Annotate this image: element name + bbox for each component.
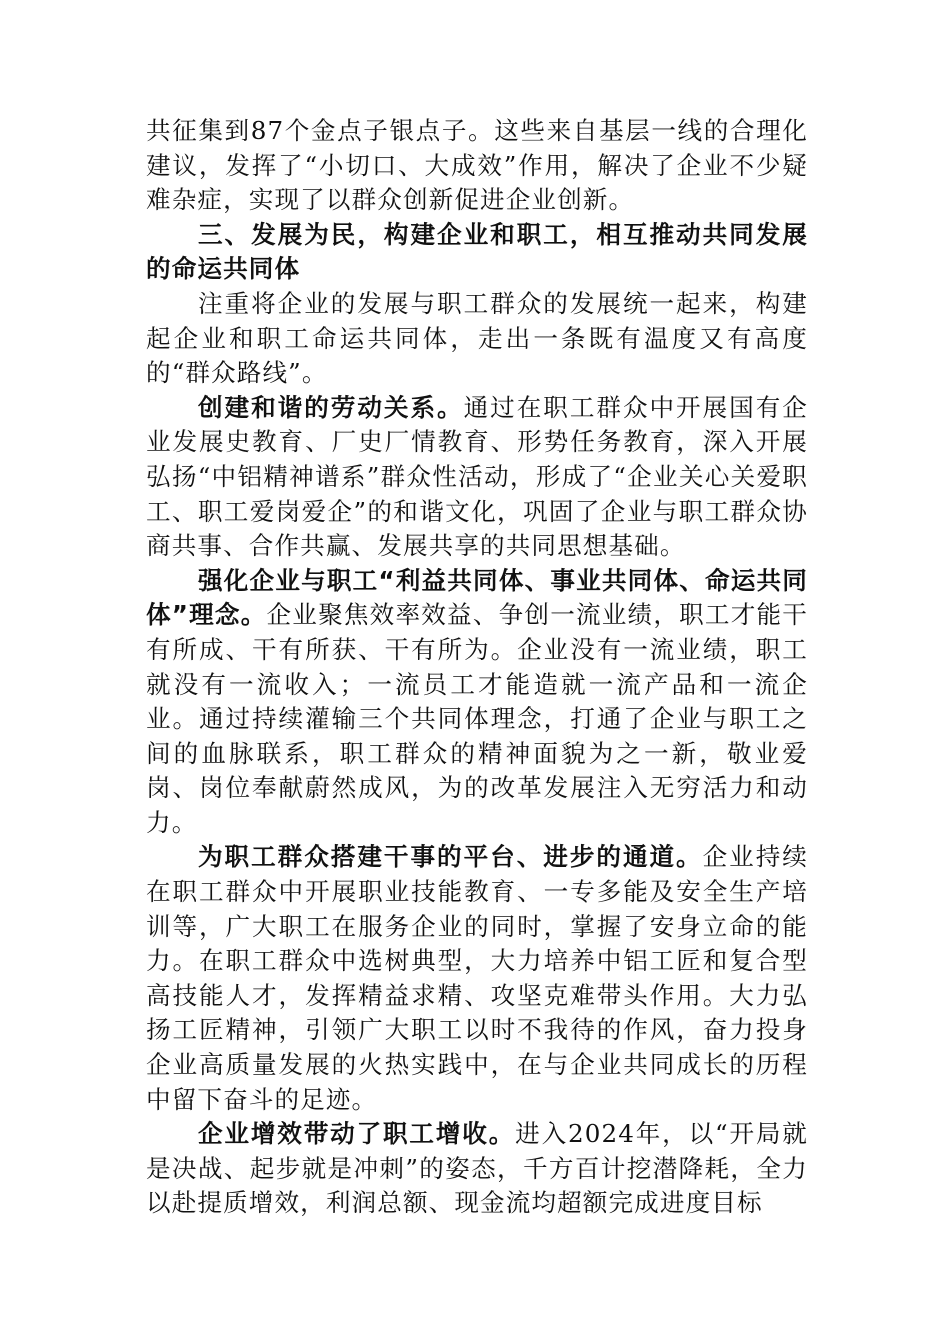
paragraph-community-concept: [146, 564, 808, 841]
paragraph-platform: [146, 840, 808, 1117]
paragraph-lead: 强化企业与职工“利益共同体、事业共同体、命运共同体”理念。: [146, 565, 808, 630]
paragraph-text: 通过在职工群众中开展国有企业发展史教育、厂史厂情教育、形势任务教育，深入开展弘扬“中铝精神谱系”群众性活动，形成了“企业关心关爱职工、职工爱岗爱企”的和谐文化，巩固了企业与职工群众协商共事、合作共赢、发展共享的共同思想基础。: [146, 392, 808, 561]
paragraph-lead: 企业增效带动了职工增收。: [198, 1119, 516, 1149]
paragraph-text: 注重将企业的发展与职工群众的发展统一起来，构建起企业和职工命运共同体，走出一条既有温度又有高度的“群众路线”。: [146, 288, 808, 388]
paragraph-lead: 创建和谐的劳动关系。: [198, 392, 464, 422]
paragraph-income: [146, 1117, 808, 1221]
paragraph-text: 企业聚焦效率效益、争创一流业绩，职工才能干有所成、干有所获、干有所为。企业没有一流业绩，职工就没有一流收入；一流员工才能造就一流产品和一流企业。通过持续灌输三个共同体理念，打通了企业与职工之间的血脉联系，职工群众的精神面貌为之一新，敬业爱岗、岗位奉献蔚然成风，为的改革发展注入无穷活力和动力。: [146, 600, 808, 837]
paragraph-continuation: [146, 114, 808, 218]
paragraph-labor-relations: [146, 391, 808, 564]
section-heading: [146, 218, 808, 287]
document-body: [146, 114, 808, 1221]
paragraph-text: 企业持续在职工群众中开展职业技能教育、一专多能及安全生产培训等，广大职工在服务企业的同时，掌握了安身立命的能力。在职工群众中选树典型，大力培养中铝工匠和复合型高技能人才，发挥精益求精、攻坚克难带头作用。大力弘扬工匠精神，引领广大职工以时不我待的作风，奋力投身企业高质量发展的火热实践中，在与企业共同成长的历程中留下奋斗的足迹。: [146, 842, 808, 1114]
section-heading-text: 三、发展为民，构建企业和职工，相互推动共同发展的命运共同体: [146, 219, 808, 284]
paragraph-text: 共征集到87个金点子银点子。这些来自基层一线的合理化建议，发挥了“小切口、大成效”作用，解决了企业不少疑难杂症，实现了以群众创新促进企业创新。: [146, 116, 808, 215]
paragraph-intro: [146, 287, 808, 391]
paragraph-lead: 为职工群众搭建干事的平台、进步的通道。: [198, 842, 703, 872]
paragraph-text: 进入2024年，以“开局就是决战、起步就是冲刺”的姿态，千方百计挖潜降耗，全力以赴提质增效，利润总额、现金流均超额完成进度目标: [146, 1119, 808, 1218]
